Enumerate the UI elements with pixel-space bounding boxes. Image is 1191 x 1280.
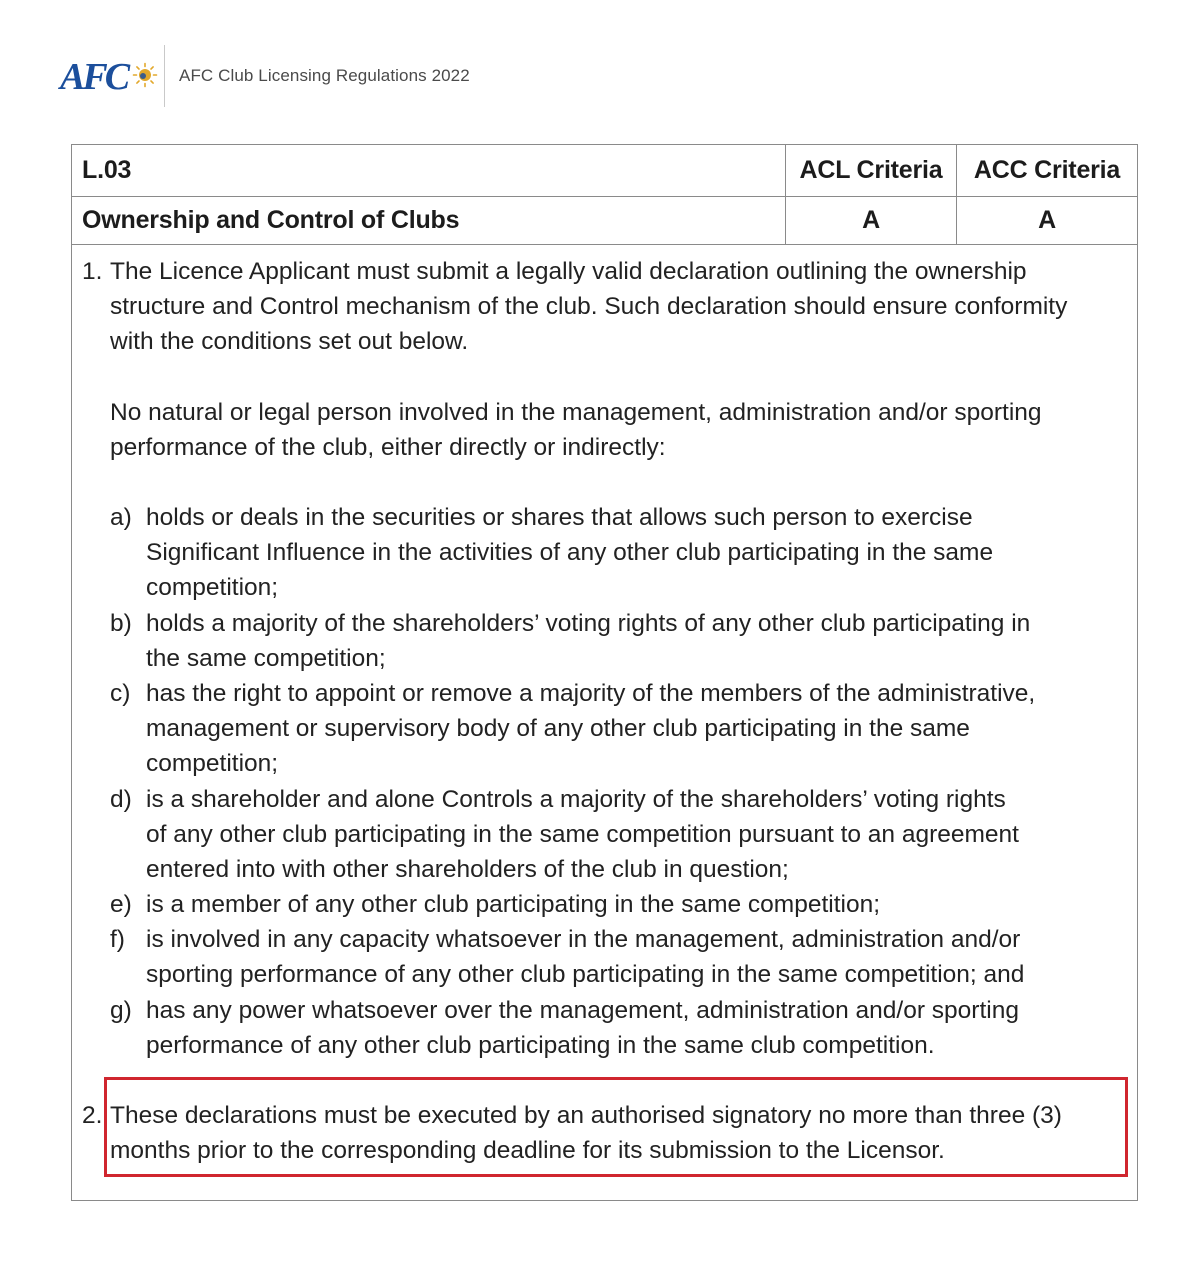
sub-item-text — [146, 676, 1106, 782]
highlight-annotation-box — [104, 1077, 1128, 1177]
sub-item-letter: b) — [110, 610, 132, 637]
sub-item-text — [146, 606, 1106, 676]
criterion-title: Ownership and Control of Clubs — [82, 206, 460, 234]
text-line: with the conditions set out below. — [110, 328, 469, 356]
sub-item-letter: c) — [110, 680, 131, 707]
sub-item-text — [146, 887, 1106, 922]
text-line: of any other club participating in the same competition pursuant to an agreement — [146, 821, 1019, 849]
text-line: competition; — [146, 574, 279, 602]
text-line: sporting performance of any other club participating in the same competition; and — [146, 961, 1025, 989]
text-line: holds a majority of the shareholders’ voting rights of any other club participating in — [146, 610, 1031, 637]
sub-item-text — [146, 993, 1106, 1063]
text-line: performance of any other club participating in the same club competition. — [146, 1032, 935, 1060]
item-number: 2. — [82, 1102, 103, 1129]
criterion-row — [72, 197, 1137, 245]
sub-item-letter: f) — [110, 926, 125, 953]
text-line: holds or deals in the securities or shares that allows such person to exercise — [146, 504, 973, 531]
sun-icon — [132, 62, 158, 88]
sub-item-letter: g) — [110, 997, 132, 1024]
text-line: months prior to the corresponding deadline for its submission to the Licensor. — [110, 1137, 945, 1165]
text-line: structure and Control mechanism of the club. Such declaration should ensure conformity — [110, 293, 1068, 321]
text-line: is a member of any other club participating in the same competition; — [146, 891, 881, 918]
acl-criteria-value: A — [785, 197, 956, 244]
text-line: competition; — [146, 750, 279, 778]
page-header — [60, 44, 470, 108]
header-divider — [164, 45, 165, 107]
text-line: is a shareholder and alone Controls a majority of the shareholders’ voting rights — [146, 786, 1006, 813]
sub-item-text — [146, 782, 1106, 888]
regulation-code: L.03 — [82, 156, 132, 184]
text-line: No natural or legal person involved in the management, administration and/or sporting — [110, 399, 1042, 426]
acl-criteria-header: ACL Criteria — [785, 145, 956, 196]
sub-item-text — [146, 500, 1106, 606]
text-line: has any power whatsoever over the management, administration and/or sporting — [146, 997, 1019, 1024]
document-title: AFC Club Licensing Regulations 2022 — [179, 66, 470, 85]
afc-logo-text: AFC — [60, 56, 128, 98]
item-number: 1. — [82, 258, 103, 285]
acc-criteria-header: ACC Criteria — [956, 145, 1137, 196]
table-header-row — [72, 145, 1137, 197]
afc-logo — [60, 54, 152, 98]
item-1-paragraph — [110, 254, 1130, 360]
sub-item-text — [146, 922, 1106, 992]
sub-item-letter: a) — [110, 504, 132, 531]
regulation-table — [71, 144, 1138, 1201]
text-line: Significant Influence in the activities of any other club participating in the same — [146, 539, 994, 567]
sub-item-letter: e) — [110, 891, 132, 918]
text-line: the same competition; — [146, 645, 386, 673]
text-line: is involved in any capacity whatsoever in the management, administration and/or — [146, 926, 1021, 953]
text-line: The Licence Applicant must submit a legally valid declaration outlining the ownership — [110, 258, 1027, 285]
item-1-intro — [110, 395, 1130, 465]
text-line: management or supervisory body of any other club participating in the same — [146, 715, 970, 743]
text-line: has the right to appoint or remove a majority of the members of the administrative, — [146, 680, 1036, 707]
text-line: These declarations must be executed by an authorised signatory no more than three (3) — [110, 1102, 1062, 1129]
sub-item-letter: d) — [110, 786, 132, 813]
text-line: entered into with other shareholders of the club in question; — [146, 856, 789, 884]
text-line: performance of the club, either directly or indirectly: — [110, 434, 666, 462]
acc-criteria-value: A — [956, 197, 1137, 244]
